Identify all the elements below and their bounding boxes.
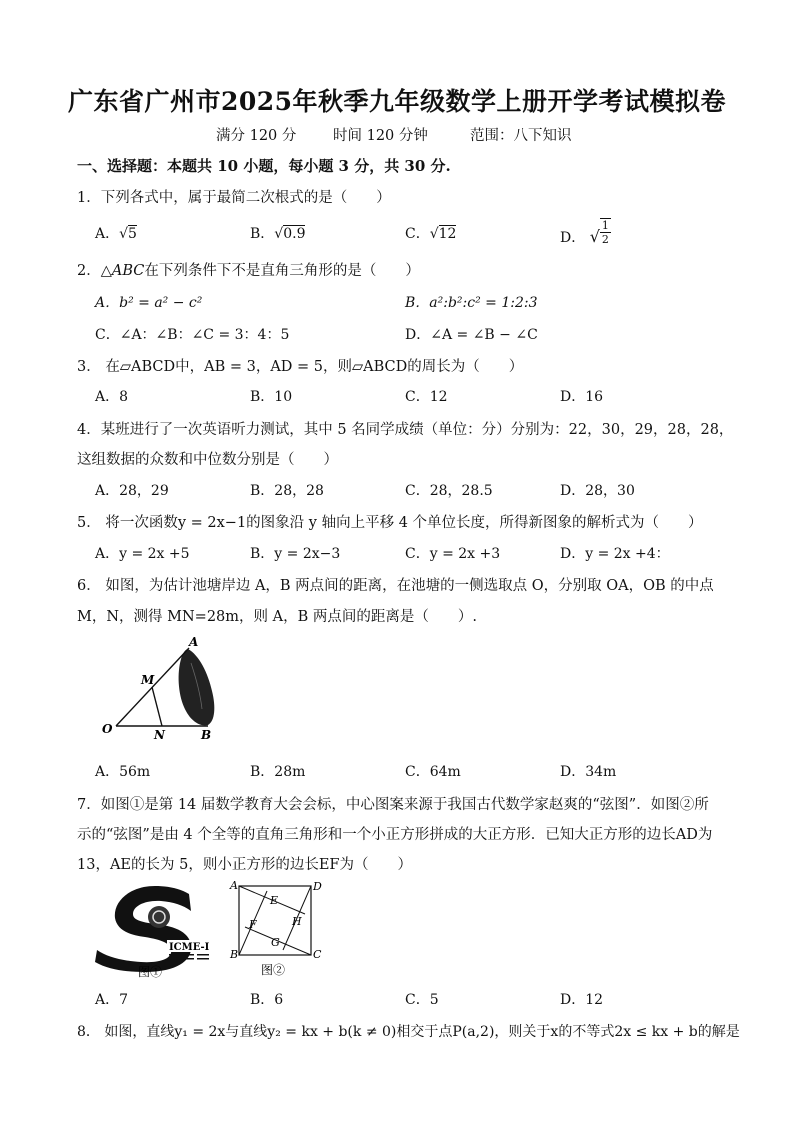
q7-option-a: A．7 xyxy=(95,992,129,1008)
pond-figure xyxy=(96,633,226,745)
q6-option-b: B．28m xyxy=(250,764,306,780)
section-heading: 一、选择题：本题共 10 小题，每小题 3 分，共 30 分. xyxy=(77,157,451,175)
label-c: C xyxy=(313,948,322,961)
label-d: D xyxy=(313,880,322,893)
fig1-caption: 图① xyxy=(138,965,163,978)
question-7-line3: 13，AE的长为 5，则小正方形的边长EF为（ ） xyxy=(77,857,412,873)
segment-mn xyxy=(152,687,162,726)
q7-option-c: C．5 xyxy=(405,992,439,1008)
q5-option-c: C．y = 2x +3 xyxy=(405,546,501,562)
time-limit: 时间 120 分钟 xyxy=(333,128,428,144)
label-g: G xyxy=(271,936,280,949)
question-1-stem: 1．下列各式中，属于最简二次根式的是（ ） xyxy=(77,190,391,206)
pond-shape xyxy=(179,649,215,725)
question-6-line2: M，N，测得 MN=28m，则 A，B 两点间的距离是（ ）. xyxy=(77,609,477,625)
q2-option-b: B．a²:b²:c² = 1:2:3 xyxy=(405,295,538,311)
q2-option-d: D．∠A = ∠B − ∠C xyxy=(405,327,538,343)
label-o: O xyxy=(102,722,113,736)
q4-option-a: A．28，29 xyxy=(95,483,169,499)
label-f: F xyxy=(249,918,257,931)
q6-option-a: A．56m xyxy=(95,764,151,780)
q1-option-d: D． √ $\frac{1}{2}$ xyxy=(560,219,609,246)
question-4-line1: 4．某班进行了一次英语听力测试，其中 5 名同学成绩（单位：分）分别为：22，30，29，28，28， xyxy=(77,422,734,438)
question-8-line1: 8． 如图，直线y₁ = 2x与直线y₂ = kx + b(k ≠ 0)相交于点P(a,2)，则关于x的不等式2x ≤ kx + b的解是 xyxy=(77,1024,740,1040)
q6-option-d: D．34m xyxy=(560,764,617,780)
q4-option-b: B．28，28 xyxy=(250,483,324,499)
q5-option-a: A．y = 2x +5 xyxy=(95,546,190,562)
question-6-line1: 6． 如图，为估计池塘岸边 A，B 两点间的距离，在池塘的一侧选取点 O，分别取 OA，OB 的中点 xyxy=(77,578,714,594)
label-e: E xyxy=(270,894,279,907)
q1-option-c: C．√12 xyxy=(405,226,457,242)
q1-option-b: B．√0.9 xyxy=(250,226,306,242)
label-h: H xyxy=(292,915,302,928)
label-b: B xyxy=(201,728,212,742)
q4-option-c: C．28，28.5 xyxy=(405,483,493,499)
q1-option-a: A．√5 xyxy=(95,226,137,242)
q2-option-c: C．∠A：∠B：∠C = 3：4：5 xyxy=(95,327,290,343)
q5-option-b: B．y = 2x−3 xyxy=(250,546,341,562)
q3-option-c: C．12 xyxy=(405,389,448,405)
fig2-caption: 图② xyxy=(261,963,286,977)
q7-option-b: B．6 xyxy=(250,992,284,1008)
q7-option-d: D．12 xyxy=(560,992,604,1008)
question-5-stem: 5． 将一次函数y = 2x−1的图象沿 y 轴向上平移 4 个单位长度，所得新图象的解析式为（ ） xyxy=(77,515,703,531)
q3-option-b: B．10 xyxy=(250,389,293,405)
question-3-stem: 3． 在▱ABCD中，AB = 3，AD = 5，则▱ABCD的周长为（ ） xyxy=(77,359,524,375)
icme-logo-figure xyxy=(93,880,221,978)
question-7-line2: 示的“弦图”是由 4 个全等的直角三角形和一个小正方形拼成的大正方形．已知大正方形的边长AD为 xyxy=(77,827,713,843)
question-4-line2: 这组数据的众数和中位数分别是（ ） xyxy=(77,452,338,468)
label-a: A xyxy=(230,879,238,892)
label-a: A xyxy=(189,635,199,649)
exam-scope: 范围：八下知识 xyxy=(470,128,572,144)
label-m: M xyxy=(141,673,155,687)
label-n: N xyxy=(154,728,165,742)
question-2-stem: 2．△ABC在下列条件下不是直角三角形的是（ ） xyxy=(77,263,420,279)
label-b: B xyxy=(230,948,239,961)
q2-option-a: A．b² = a² − c² xyxy=(95,295,203,311)
full-score: 满分 120 分 xyxy=(216,128,297,144)
q6-option-c: C．64m xyxy=(405,764,461,780)
logo-globe xyxy=(148,906,170,928)
q5-option-d: D．y = 2x +4： xyxy=(560,546,670,562)
q4-option-d: D．28，30 xyxy=(560,483,635,499)
logo-text: ICME-I xyxy=(169,942,210,953)
q3-option-d: D．16 xyxy=(560,389,604,405)
exam-title: 广东省广州市2025年秋季九年级数学上册开学考试模拟卷 xyxy=(67,87,727,116)
q3-option-a: A．8 xyxy=(95,389,129,405)
question-7-line1: 7．如图①是第 14 届数学教育大会会标，中心图案来源于我国古代数学家赵爽的“弦图”．如图②所 xyxy=(77,797,709,813)
xian-diagram xyxy=(225,876,329,980)
